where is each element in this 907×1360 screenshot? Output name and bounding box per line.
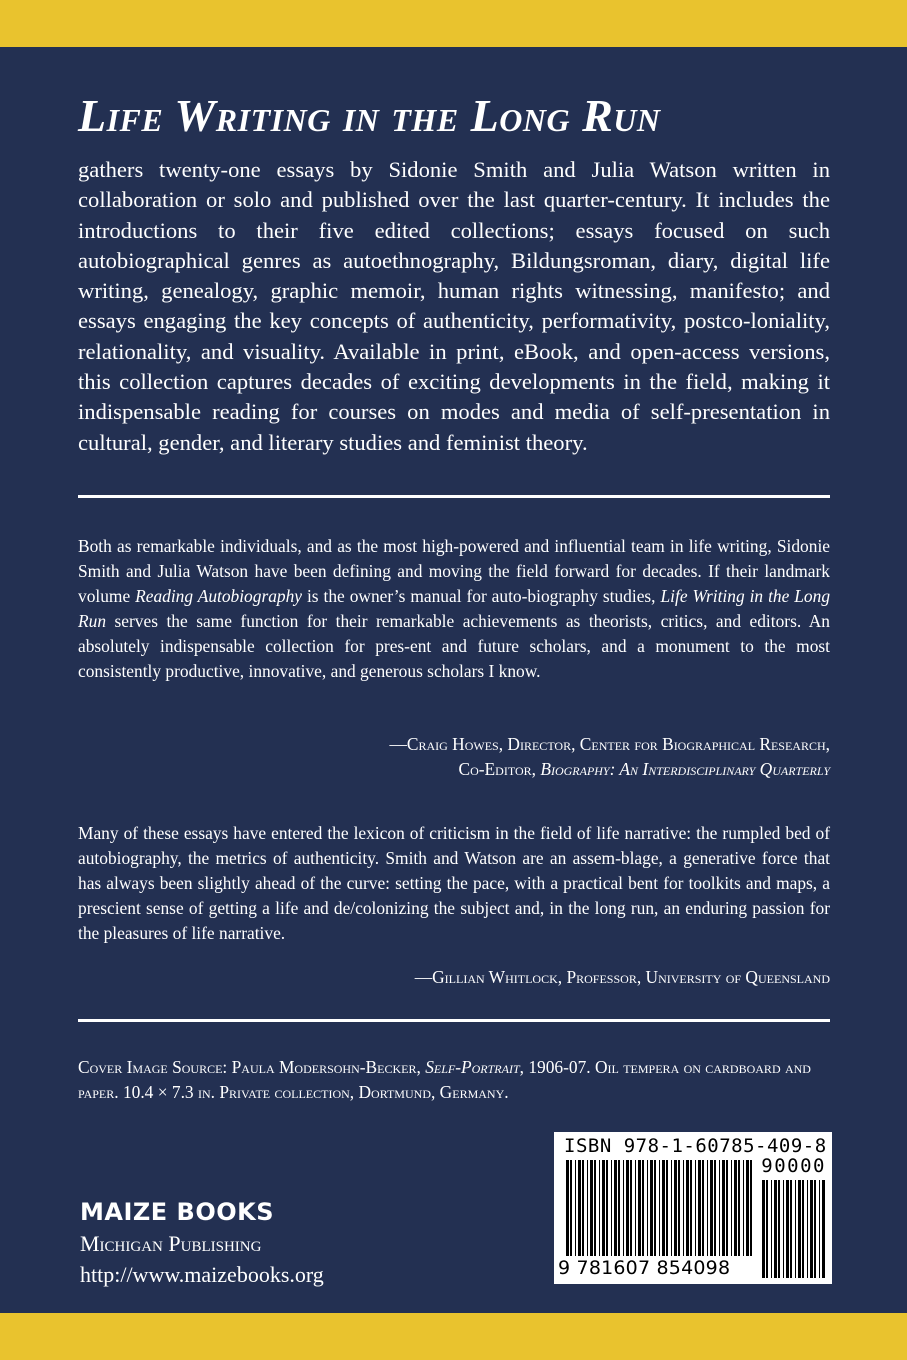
barcode-bar (614, 1160, 617, 1256)
journal-title: Biography: An Interdisciplinary Quarterly (540, 759, 830, 779)
barcode-bar (714, 1160, 716, 1256)
barcode-bar (626, 1160, 629, 1256)
publisher-name: MAIZE BOOKS (80, 1198, 275, 1226)
barcode-bar (578, 1160, 581, 1256)
barcode-bar (726, 1160, 728, 1256)
barcode-bar (819, 1180, 820, 1278)
endorsement-text: serves the same function for their remarkable achievements as theorists, critics, and editors. An absolutely indispensable collection for pres-ent and future scholars, and a monument to the most consistently productive, innovative, and generous scholars I know. (78, 611, 830, 681)
barcode-bar (594, 1160, 596, 1256)
barcode-bar (783, 1180, 784, 1278)
barcode-bar (602, 1160, 605, 1256)
barcode-bar (590, 1160, 593, 1256)
barcode-bar (650, 1160, 653, 1256)
endorsement-attribution-whitlock: —Gillian Whitlock, Professor, University of Queensland (414, 967, 830, 987)
cover-image-credit (78, 1055, 838, 1105)
barcode-bar (790, 1180, 792, 1278)
book-description: gathers twenty-one essays by Sidonie Smith and Julia Watson written in collaboration or solo and published over the last quarter-century. It includes the introductions to their five edited collections; essays focused on such autobiographical genres as autoethnography, Bildungsroman, diary, digital life writing, genealogy, graphic memoir, human rights witnessing, manifesto; and essays engaging the key concepts of authenticity, performativity, postco-loniality, relationality, and visuality. Available in print, eBook, and open-access versions, this collection captures decades of exciting developments in the field, making it indispensable reading for courses on modes and media of self-presentation in cultural, gender, and literary studies and feminist theory. (78, 157, 830, 455)
barcode-bar (762, 1180, 765, 1278)
barcode-bar (587, 1160, 588, 1256)
barcode-bar (654, 1160, 656, 1256)
publisher-url: http://www.maizebooks.org (80, 1262, 324, 1287)
publisher-block (80, 1196, 480, 1290)
attribution-line: —Craig Howes, Director, Center for Biographical Research, (389, 734, 830, 754)
barcode-bar (743, 1160, 744, 1256)
divider-rule (78, 1019, 830, 1022)
barcode-bar (683, 1160, 684, 1256)
price-addon-code: 90000 (761, 1155, 826, 1177)
endorsement-text: is the owner’s manual for auto-biography studies, (302, 586, 661, 606)
barcode-bar (719, 1160, 720, 1256)
barcode-bar (746, 1160, 749, 1256)
book-reference-title: Life Writing in the Long Run (78, 586, 831, 631)
barcode-bar (690, 1160, 692, 1256)
attribution-line (78, 757, 830, 782)
barcode-bar (618, 1160, 620, 1256)
barcode-bar (582, 1160, 584, 1256)
barcode-bar (795, 1180, 796, 1278)
endorsement-howes (78, 534, 830, 684)
barcode-bar (738, 1160, 740, 1256)
endorsement-text: Both as remarkable individuals, and as the most high-powered and influential team in life writing, Sidonie Smith and Julia Watson have been defining and moving the field forward for decades. If their landmark volume (78, 536, 830, 606)
barcode-bar (814, 1180, 816, 1278)
barcode-bar (566, 1160, 569, 1256)
isbn-barcode (554, 1132, 832, 1284)
barcode-bar (707, 1160, 708, 1256)
barcode-bar (822, 1180, 825, 1278)
bottom-color-band (0, 1313, 907, 1360)
barcode-bar (606, 1160, 608, 1256)
barcode-bar (570, 1160, 572, 1256)
barcode-bar (695, 1160, 696, 1256)
barcode-bar (710, 1160, 713, 1256)
artwork-title: Self-Portrait (425, 1057, 520, 1077)
barcode-bar (810, 1180, 813, 1278)
barcode-bar (599, 1160, 600, 1256)
credit-details: , 1906-07. Oil tempera on cardboard and paper. 10.4 × 7.3 in. Private collection, Dortmund, Germany. (78, 1057, 811, 1102)
barcode-bar (722, 1160, 725, 1256)
attribution-role: Co-Editor, (458, 759, 541, 779)
barcode-bar (674, 1160, 677, 1256)
barcode-bar (638, 1160, 641, 1256)
barcode-bar (771, 1180, 772, 1278)
barcode-bar (774, 1180, 777, 1278)
barcode-bar (623, 1160, 624, 1256)
barcode-bar (686, 1160, 689, 1256)
barcode-bar (766, 1180, 768, 1278)
barcode-bar (647, 1160, 648, 1256)
barcode-bar (666, 1160, 668, 1256)
barcode-bar (807, 1180, 808, 1278)
credit-prefix: Cover Image Source: Paula Modersohn-Becker, (78, 1057, 426, 1077)
top-color-band (0, 0, 907, 47)
barcode-bar (702, 1160, 704, 1256)
barcode-bar (678, 1160, 680, 1256)
barcode-bar (698, 1160, 701, 1256)
barcode-bar (731, 1160, 732, 1256)
barcode-bar (750, 1160, 752, 1256)
barcode-bar (659, 1160, 660, 1256)
barcode-bar (798, 1180, 801, 1278)
barcode-bar (786, 1180, 789, 1278)
barcode-bar (635, 1160, 636, 1256)
barcode-bar (802, 1180, 804, 1278)
endorsement-whitlock: Many of these essays have entered the lexicon of criticism in the field of life narrative: the rumpled bed of autobiography, the metrics of authenticity. Smith and Watson are an assem-blage, a generative force that has always been slightly ahead of the curve: setting the pace, with a practical bent for toolkits and maps, a prescient sense of getting a life and de/colonizing the subject and, in the long run, an enduring passion for the pleasures of life narrative. (78, 823, 830, 943)
barcode-bar (778, 1180, 780, 1278)
barcode-bar (671, 1160, 672, 1256)
barcode-digits: 9 781607 854098 (558, 1257, 731, 1279)
book-title: Life Writing in the Long Run (78, 90, 661, 141)
divider-rule (78, 495, 830, 498)
publisher-imprint: Michigan Publishing (80, 1231, 262, 1256)
isbn-label: ISBN 978-1-60785-409-8 (564, 1135, 827, 1157)
barcode-bar (575, 1160, 576, 1256)
barcode-bar (734, 1160, 737, 1256)
barcode-bar (630, 1160, 632, 1256)
endorsement-attribution-howes (78, 732, 830, 782)
barcode-bar (611, 1160, 612, 1256)
barcode-bar (662, 1160, 665, 1256)
barcode-bar (642, 1160, 644, 1256)
book-reference-reading-autobiography: Reading Autobiography (135, 586, 303, 606)
